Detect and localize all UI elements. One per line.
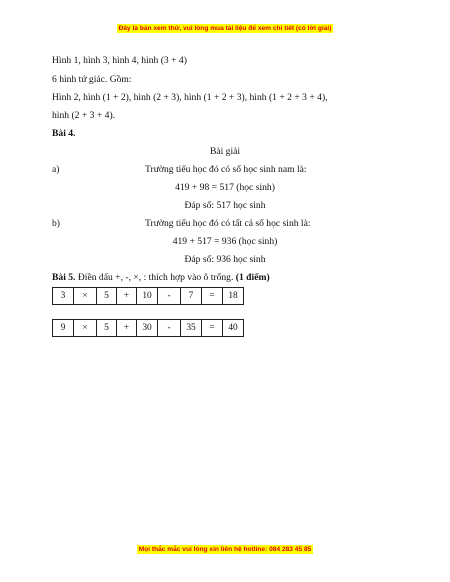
cell-operator[interactable]: × [74,320,97,337]
text-line: Hình 1, hình 3, hình 4, hình (3 + 4) [52,55,187,66]
cell-operator[interactable]: + [117,320,137,337]
cell-operator[interactable]: + [117,288,137,305]
cell-equals: = [202,288,223,305]
math-table-1 [52,287,244,305]
text-line: 6 hình tứ giác. Gồm: [52,74,132,85]
cell-number: 35 [181,320,202,337]
bai5-heading-line [52,272,270,284]
bai5-points: (1 điểm) [235,272,270,283]
cell-number: 10 [137,288,158,305]
bai4-heading: Bài 4. [52,128,76,139]
cell-number: 5 [97,320,117,337]
math-table-2 [52,319,244,337]
text-line: hình (2 + 3 + 4). [52,110,116,121]
part-a-label: a) [52,164,60,175]
cell-operator[interactable]: - [158,288,181,305]
cell-operator[interactable]: × [74,288,97,305]
cell-number: 5 [97,288,117,305]
bai5-instruction: Điền dấu +, -, ×, : thích hợp vào ô trống. [75,272,234,283]
cell-number: 9 [53,320,74,337]
cell-equals: = [202,320,223,337]
part-b-text: Trường tiểu học đó có tất cả số học sinh là: [145,218,311,229]
cell-number: 7 [181,288,202,305]
part-b-label: b) [52,218,60,229]
hotline-banner [0,546,450,553]
part-a-calc: 419 + 98 = 517 (học sinh) [175,182,275,193]
part-a-answer: Đáp số: 517 học sinh [184,200,266,211]
cell-number: 3 [53,288,74,305]
text-line: Hình 2, hình (1 + 2), hình (2 + 3), hình (1 + 2 + 3), hình (1 + 2 + 3 + 4), [52,92,328,103]
math-row [53,320,244,337]
cell-result: 40 [223,320,244,337]
preview-notice-banner [0,25,450,32]
math-row [53,288,244,305]
cell-number: 30 [137,320,158,337]
part-b-answer: Đáp số: 936 học sinh [184,254,266,265]
part-b-calc: 419 + 517 = 936 (học sinh) [172,236,278,247]
cell-result: 18 [223,288,244,305]
bai5-heading: Bài 5. [52,272,76,283]
solution-title: Bài giải [209,146,241,157]
part-a-text: Trường tiểu học đó có số học sinh nam là: [145,164,307,175]
preview-notice-text: Đây là bản xem thử, vui lòng mua tài liệu để xem chi tiết (có lời giải) [118,25,332,32]
cell-operator[interactable]: - [158,320,181,337]
hotline-text: Mọi thắc mắc vui lòng xin liên hệ hotline: 084 283 45 85 [138,546,312,553]
